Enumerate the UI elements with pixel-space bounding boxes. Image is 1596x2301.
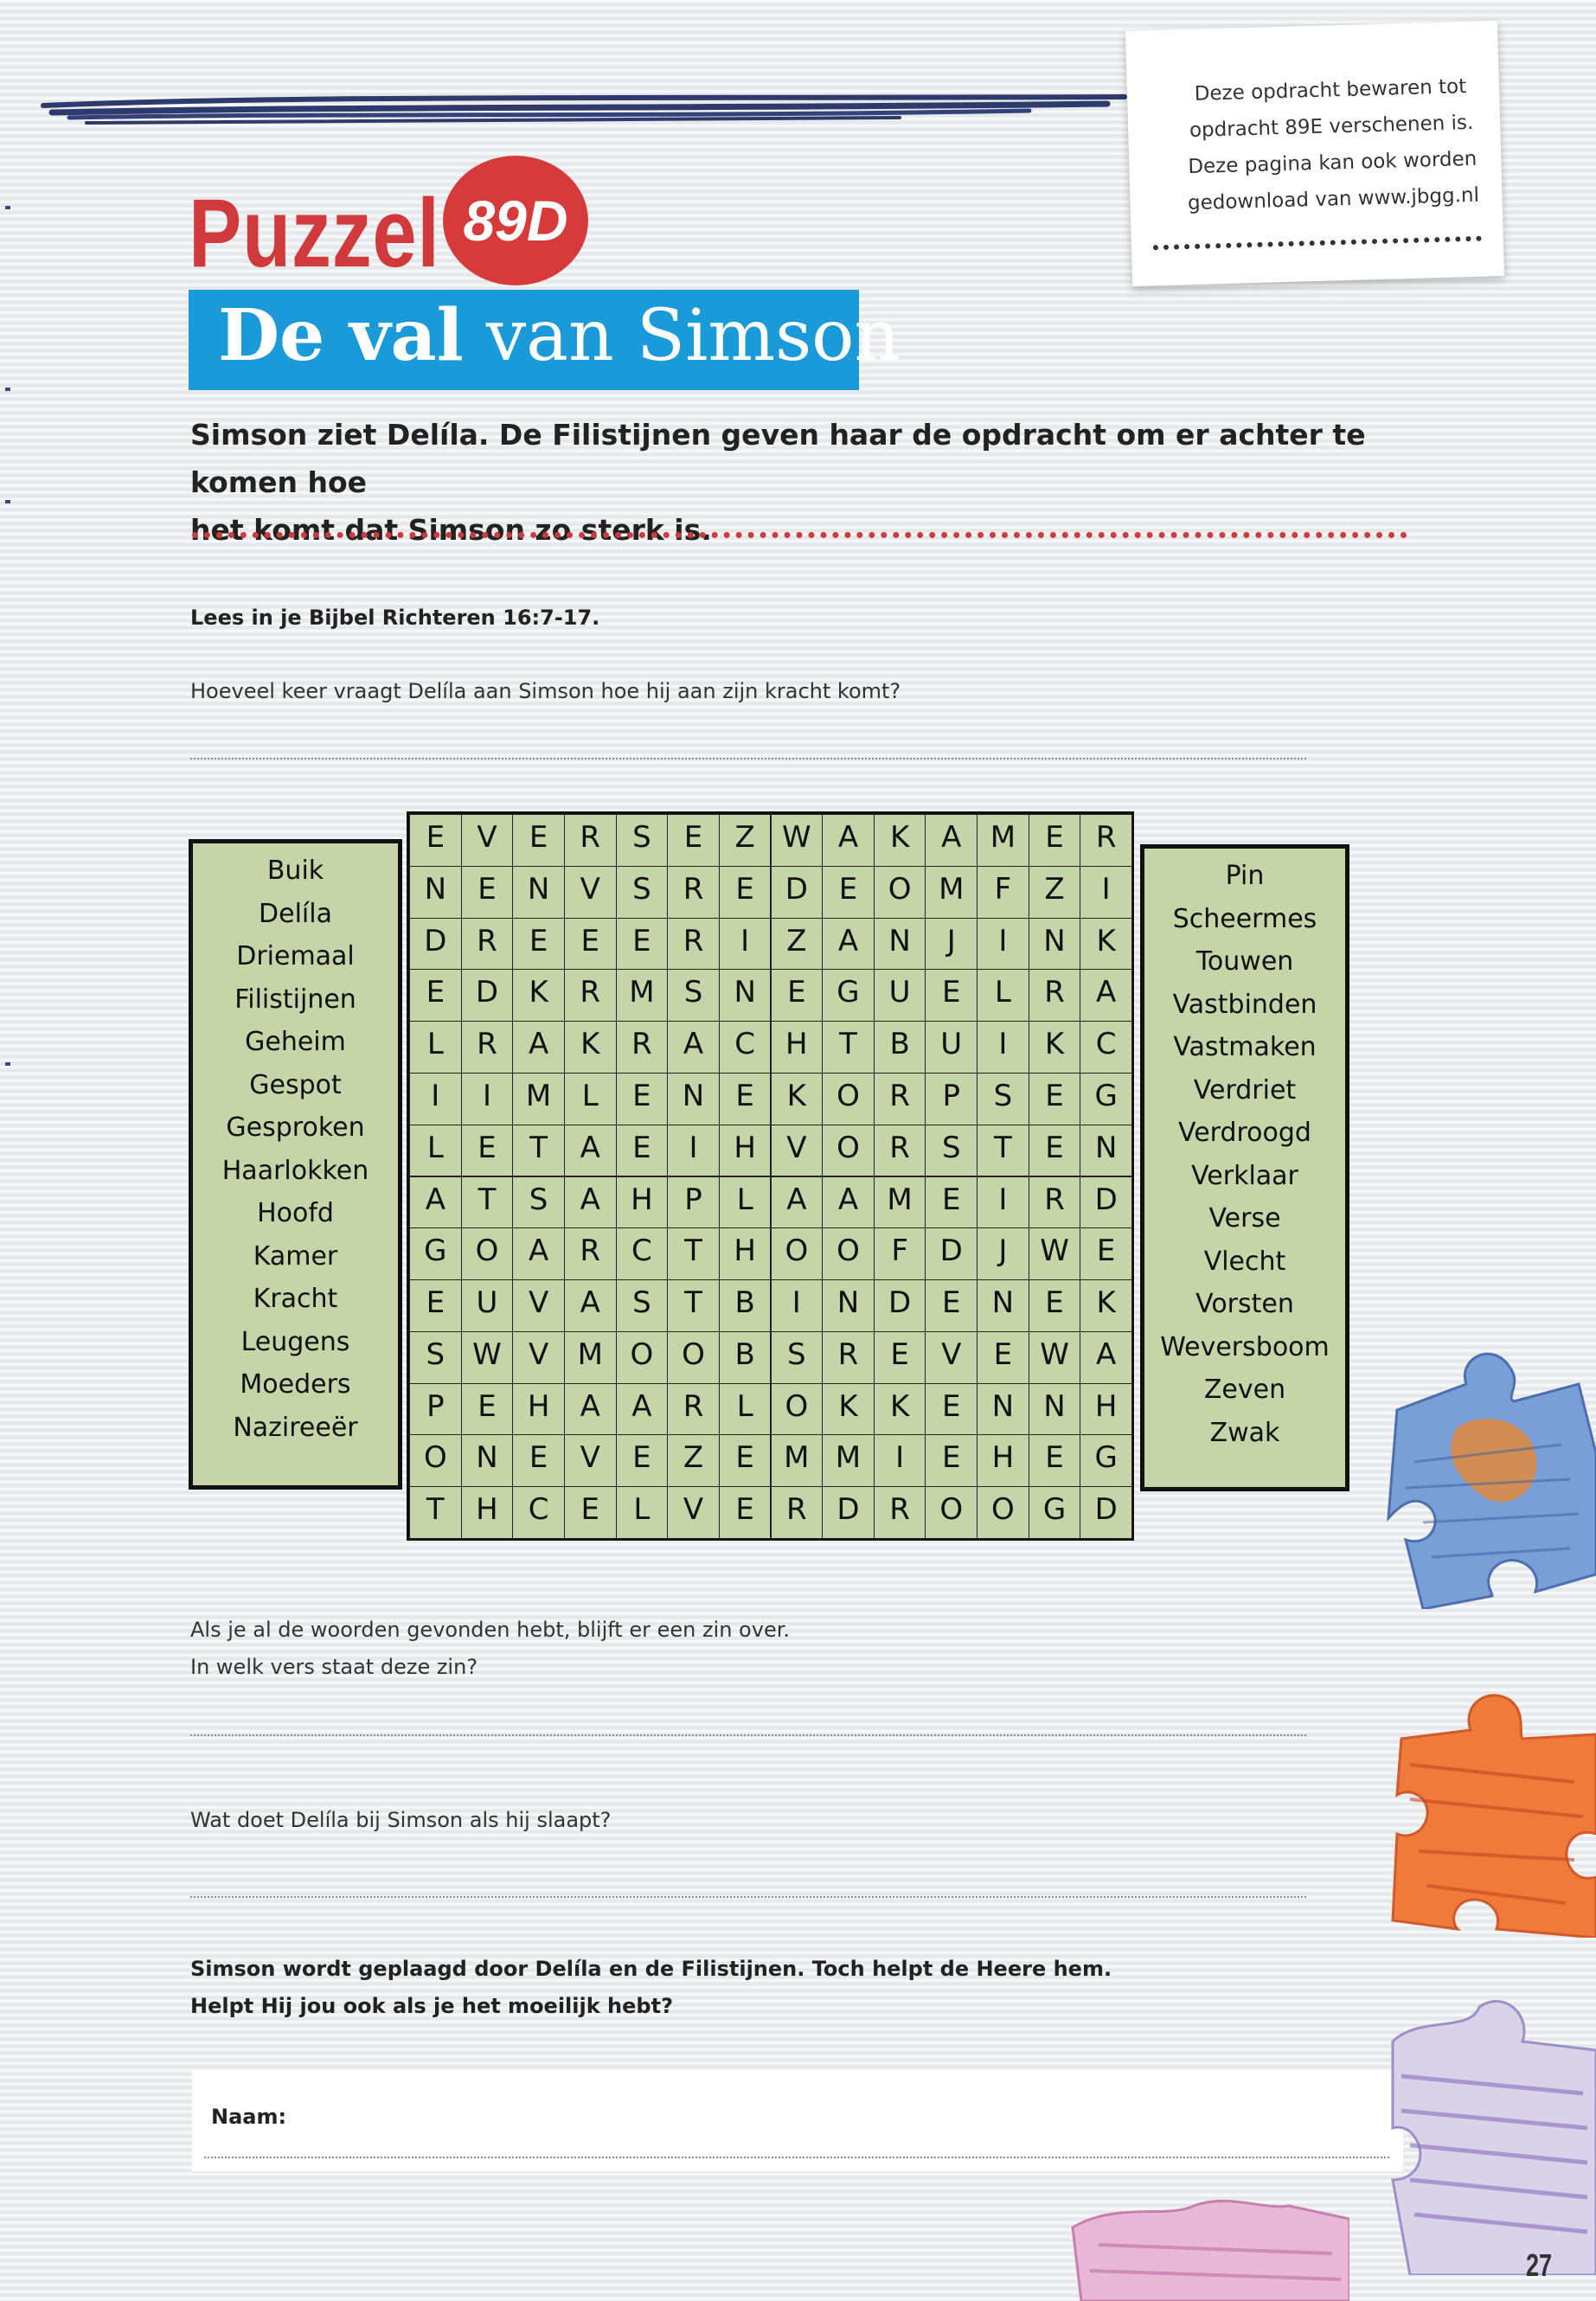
grid-cell[interactable]: O: [667, 1331, 720, 1384]
grid-cell[interactable]: V: [771, 1125, 824, 1177]
grid-cell[interactable]: T: [667, 1227, 720, 1280]
grid-cell[interactable]: A: [822, 814, 875, 867]
grid-cell[interactable]: I: [461, 1073, 514, 1125]
grid-cell[interactable]: T: [822, 1021, 875, 1074]
grid-cell[interactable]: E: [1080, 1227, 1132, 1280]
grid-cell[interactable]: K: [564, 1021, 617, 1074]
grid-cell[interactable]: V: [512, 1331, 565, 1384]
grid-cell[interactable]: E: [771, 969, 824, 1022]
margin-mark: [5, 388, 10, 391]
grid-cell[interactable]: E: [925, 969, 977, 1022]
grid-cell[interactable]: R: [667, 918, 720, 971]
grid-cell[interactable]: A: [512, 1021, 565, 1074]
word-list-item: Verklaar: [1191, 1160, 1298, 1191]
word-list-item: Driemaal: [236, 941, 355, 971]
grid-cell[interactable]: E: [925, 1383, 977, 1436]
margin-mark: [5, 500, 10, 503]
grid-cell[interactable]: A: [1080, 1331, 1132, 1384]
grid-cell[interactable]: L: [409, 1021, 462, 1074]
note-line: opdracht 89E verschenen is.: [1189, 111, 1474, 143]
grid-cell[interactable]: O: [977, 1486, 1029, 1539]
grid-cell[interactable]: V: [564, 1434, 617, 1487]
grid-cell[interactable]: B: [719, 1279, 772, 1332]
grid-cell[interactable]: E: [719, 866, 772, 919]
margin-mark: [5, 1062, 10, 1066]
word-list-item: Kamer: [253, 1240, 338, 1272]
grid-cell[interactable]: S: [667, 969, 720, 1022]
grid-cell[interactable]: H: [719, 1227, 772, 1280]
grid-cell[interactable]: U: [925, 1021, 977, 1074]
grid-cell[interactable]: E: [616, 1073, 669, 1125]
word-list-right: [1140, 844, 1349, 1491]
grid-cell[interactable]: A: [667, 1021, 720, 1074]
grid-cell[interactable]: V: [512, 1279, 565, 1332]
word-list-item: Pin: [1225, 861, 1265, 891]
grid-cell[interactable]: V: [564, 866, 617, 919]
grid-cell[interactable]: I: [1080, 866, 1132, 919]
grid-cell[interactable]: B: [719, 1331, 772, 1384]
grid-cell[interactable]: E: [977, 1331, 1029, 1384]
word-list-item: Haarlokken: [221, 1155, 369, 1186]
grid-cell[interactable]: I: [409, 1073, 462, 1125]
grid-cell[interactable]: A: [512, 1227, 565, 1280]
grid-cell[interactable]: O: [822, 1227, 875, 1280]
grid-cell[interactable]: R: [874, 1486, 926, 1539]
grid-cell[interactable]: D: [461, 969, 514, 1022]
word-list-item: Vastbinden: [1172, 989, 1317, 1020]
grid-cell[interactable]: C: [512, 1486, 565, 1539]
question-2-line-1: Als je al de woorden gevonden hebt, blijft er een zin over.: [190, 1618, 790, 1642]
grid-cell[interactable]: S: [771, 1331, 824, 1384]
note-dotted-line: [1153, 236, 1482, 251]
question-1: Hoeveel keer vraagt Delíla aan Simson hoe hij aan zijn kracht komt?: [190, 679, 901, 703]
grid-cell[interactable]: E: [667, 814, 720, 867]
grid-cell[interactable]: L: [564, 1073, 617, 1125]
grid-cell[interactable]: L: [977, 969, 1029, 1022]
word-list-item: Kracht: [253, 1284, 338, 1314]
word-list-item: Geheim: [245, 1027, 346, 1057]
grid-cell[interactable]: U: [461, 1279, 514, 1332]
grid-cell[interactable]: A: [409, 1176, 462, 1229]
grid-cell[interactable]: E: [461, 1125, 514, 1177]
grid-cell[interactable]: A: [822, 918, 875, 971]
pink-puzzle-piece-icon: [1064, 2193, 1349, 2301]
grid-cell[interactable]: E: [616, 1434, 669, 1487]
grid-cell[interactable]: R: [771, 1486, 824, 1539]
grid-cell[interactable]: V: [925, 1331, 977, 1384]
grid-cell[interactable]: M: [512, 1073, 565, 1125]
word-list-item: Scheermes: [1172, 903, 1317, 934]
grid-cell[interactable]: E: [1029, 1434, 1081, 1487]
grid-cell[interactable]: E: [512, 814, 565, 867]
note-line: Deze pagina kan ook worden: [1188, 147, 1477, 179]
grid-cell[interactable]: K: [1080, 918, 1132, 971]
grid-cell[interactable]: M: [771, 1434, 824, 1487]
grid-cell[interactable]: O: [409, 1434, 462, 1487]
grid-cell[interactable]: E: [925, 1279, 977, 1332]
grid-cell[interactable]: A: [616, 1383, 669, 1436]
grid-cell[interactable]: K: [874, 1383, 926, 1436]
grid-cell[interactable]: H: [616, 1176, 669, 1229]
grid-cell[interactable]: E: [719, 1073, 772, 1125]
grid-cell[interactable]: I: [977, 1021, 1029, 1074]
grid-cell[interactable]: E: [409, 969, 462, 1022]
grid-cell[interactable]: N: [977, 1383, 1029, 1436]
name-label: Naam:: [211, 2105, 287, 2129]
grid-cell[interactable]: A: [564, 1176, 617, 1229]
grid-cell[interactable]: O: [822, 1125, 875, 1177]
word-list-item: Touwen: [1195, 946, 1294, 977]
grid-cell[interactable]: R: [822, 1331, 875, 1384]
grid-cell[interactable]: H: [512, 1383, 565, 1436]
grid-cell[interactable]: P: [925, 1073, 977, 1125]
word-list-item: Weversboom: [1160, 1331, 1330, 1362]
grid-cell[interactable]: T: [409, 1486, 462, 1539]
grid-cell[interactable]: P: [667, 1176, 720, 1229]
grid-cell[interactable]: W: [1029, 1331, 1081, 1384]
grid-cell[interactable]: D: [1080, 1486, 1132, 1539]
grid-cell[interactable]: T: [461, 1176, 514, 1229]
grid-cell[interactable]: Z: [719, 814, 772, 867]
scribble-stroke: [35, 87, 1133, 138]
grid-cell[interactable]: O: [822, 1073, 875, 1125]
name-dotted-line: [204, 2157, 1389, 2158]
grid-cell[interactable]: N: [512, 866, 565, 919]
purple-puzzle-piece-icon: [1375, 1990, 1596, 2275]
grid-cell[interactable]: D: [925, 1227, 977, 1280]
grid-cell[interactable]: R: [461, 918, 514, 971]
subtitle-rest: van Simson: [463, 295, 901, 377]
grid-cell[interactable]: D: [409, 918, 462, 971]
grid-cell[interactable]: E: [564, 918, 617, 971]
grid-cell[interactable]: E: [409, 814, 462, 867]
grid-cell[interactable]: V: [667, 1486, 720, 1539]
word-list-item: Leugens: [240, 1326, 350, 1357]
grid-cell[interactable]: E: [512, 1434, 565, 1487]
grid-cell[interactable]: R: [667, 866, 720, 919]
word-list-item: Zwak: [1209, 1417, 1280, 1448]
grid-cell[interactable]: C: [1080, 1021, 1132, 1074]
grid-cell[interactable]: K: [874, 814, 926, 867]
grid-cell[interactable]: L: [719, 1383, 772, 1436]
puzzle-number-badge: 89D: [443, 156, 588, 285]
grid-cell[interactable]: H: [1080, 1383, 1132, 1436]
grid-cell[interactable]: N: [1029, 1383, 1081, 1436]
subtitle-bold: De val: [218, 294, 464, 377]
grid-cell[interactable]: R: [564, 814, 617, 867]
grid-cell[interactable]: R: [667, 1383, 720, 1436]
grid-cell[interactable]: R: [564, 1227, 617, 1280]
name-box[interactable]: [192, 2070, 1403, 2171]
red-dotted-divider: [192, 532, 1407, 538]
grid-cell[interactable]: Z: [667, 1434, 720, 1487]
grid-cell[interactable]: A: [1080, 969, 1132, 1022]
grid-cell[interactable]: D: [771, 866, 824, 919]
grid-cell[interactable]: I: [977, 918, 1029, 971]
grid-cell[interactable]: K: [1029, 1021, 1081, 1074]
grid-cell[interactable]: M: [874, 1176, 926, 1229]
grid-cell[interactable]: E: [822, 866, 875, 919]
grid-cell[interactable]: O: [461, 1227, 514, 1280]
grid-cell[interactable]: M: [977, 814, 1029, 867]
grid-cell[interactable]: O: [616, 1331, 669, 1384]
question-2-line-2: In welk vers staat deze zin?: [190, 1655, 478, 1679]
grid-cell[interactable]: T: [667, 1279, 720, 1332]
grid-cell[interactable]: S: [977, 1073, 1029, 1125]
grid-cell[interactable]: O: [925, 1486, 977, 1539]
grid-cell[interactable]: N: [1029, 918, 1081, 971]
grid-cell[interactable]: Z: [771, 918, 824, 971]
grid-cell[interactable]: T: [977, 1125, 1029, 1177]
grid-cell[interactable]: J: [925, 918, 977, 971]
grid-cell[interactable]: R: [1029, 969, 1081, 1022]
grid-cell[interactable]: K: [512, 969, 565, 1022]
word-list-item: Verdroogd: [1178, 1118, 1311, 1148]
grid-cell[interactable]: C: [719, 1021, 772, 1074]
answer-line-1[interactable]: [190, 758, 1306, 760]
grid-cell[interactable]: W: [771, 814, 824, 867]
grid-cell[interactable]: E: [719, 1486, 772, 1539]
grid-cell[interactable]: O: [771, 1383, 824, 1436]
grid-cell[interactable]: G: [1080, 1434, 1132, 1487]
grid-cell[interactable]: C: [616, 1227, 669, 1280]
word-list-item: Delíla: [259, 898, 332, 929]
word-list-item: Moeders: [240, 1369, 351, 1400]
note-line: Deze opdracht bewaren tot: [1194, 75, 1467, 106]
intro-line: het komt dat Simson zo sterk is.: [190, 513, 712, 547]
grid-cell[interactable]: I: [771, 1279, 824, 1332]
grid-cell[interactable]: N: [409, 866, 462, 919]
answer-line-2[interactable]: [190, 1734, 1306, 1736]
grid-cell[interactable]: R: [1029, 1176, 1081, 1229]
grid-cell[interactable]: E: [616, 1125, 669, 1177]
grid-cell[interactable]: E: [925, 1176, 977, 1229]
grid-cell[interactable]: N: [1080, 1125, 1132, 1177]
word-list-item: Filistijnen: [234, 984, 356, 1015]
grid-cell[interactable]: S: [925, 1125, 977, 1177]
word-list-left: [189, 839, 402, 1490]
grid-cell[interactable]: E: [1029, 1279, 1081, 1332]
note-line: gedownload van www.jbgg.nl: [1187, 183, 1480, 215]
grid-cell[interactable]: E: [1029, 1073, 1081, 1125]
grid-cell[interactable]: W: [1029, 1227, 1081, 1280]
orange-puzzle-piece-icon: [1375, 1687, 1596, 1938]
word-search-grid: [407, 811, 1134, 1541]
grid-cell[interactable]: D: [822, 1486, 875, 1539]
grid-cell[interactable]: G: [822, 969, 875, 1022]
grid-cell[interactable]: S: [616, 1279, 669, 1332]
grid-cell[interactable]: L: [409, 1125, 462, 1177]
grid-cell[interactable]: E: [461, 866, 514, 919]
word-list-item: Verse: [1208, 1203, 1281, 1234]
grid-cell[interactable]: M: [822, 1434, 875, 1487]
closing-line-1: Simson wordt geplaagd door Delíla en de Filistijnen. Toch helpt de Heere hem.: [190, 1957, 1112, 1981]
question-3: Wat doet Delíla bij Simson als hij slaapt?: [190, 1808, 612, 1832]
grid-cell[interactable]: I: [719, 918, 772, 971]
grid-cell[interactable]: L: [719, 1176, 772, 1229]
grid-cell[interactable]: M: [564, 1331, 617, 1384]
grid-cell[interactable]: U: [874, 969, 926, 1022]
grid-cell[interactable]: G: [1029, 1486, 1081, 1539]
blue-puzzle-piece-icon: [1362, 1332, 1596, 1609]
grid-cell[interactable]: H: [977, 1434, 1029, 1487]
grid-cell[interactable]: B: [874, 1021, 926, 1074]
word-list-item: Nazireeër: [233, 1412, 358, 1443]
grid-cell[interactable]: E: [925, 1434, 977, 1487]
grid-cell[interactable]: E: [719, 1434, 772, 1487]
grid-cell[interactable]: D: [1080, 1176, 1132, 1229]
grid-cell[interactable]: L: [616, 1486, 669, 1539]
grid-cell[interactable]: E: [1029, 814, 1081, 867]
word-list-item: Vorsten: [1195, 1289, 1294, 1319]
grid-cell[interactable]: W: [461, 1331, 514, 1384]
grid-cell[interactable]: R: [874, 1073, 926, 1125]
grid-cell[interactable]: N: [461, 1434, 514, 1487]
grid-cell[interactable]: E: [461, 1383, 514, 1436]
word-list-item: Vastmaken: [1173, 1032, 1317, 1062]
grid-cell[interactable]: A: [925, 814, 977, 867]
word-list-item: Vlecht: [1203, 1246, 1286, 1277]
grid-cell[interactable]: I: [977, 1176, 1029, 1229]
note-card: [1125, 21, 1504, 286]
grid-cell[interactable]: S: [616, 814, 669, 867]
grid-cell[interactable]: R: [461, 1021, 514, 1074]
grid-cell[interactable]: S: [512, 1176, 565, 1229]
grid-cell[interactable]: K: [1080, 1279, 1132, 1332]
grid-cell[interactable]: A: [822, 1176, 875, 1229]
intro-line: Simson ziet Delíla. De Filistijnen geven haar de opdracht om er achter te komen hoe: [190, 418, 1366, 499]
grid-cell[interactable]: O: [771, 1227, 824, 1280]
grid-cell[interactable]: M: [925, 866, 977, 919]
grid-cell[interactable]: N: [719, 969, 772, 1022]
read-instruction: Lees in je Bijbel Richteren 16:7-17.: [190, 606, 600, 630]
grid-cell[interactable]: A: [771, 1176, 824, 1229]
grid-cell[interactable]: A: [564, 1125, 617, 1177]
grid-cell[interactable]: K: [771, 1073, 824, 1125]
grid-cell[interactable]: I: [874, 1434, 926, 1487]
grid-cell[interactable]: E: [874, 1331, 926, 1384]
grid-cell[interactable]: A: [564, 1383, 617, 1436]
grid-cell[interactable]: O: [874, 866, 926, 919]
grid-cell[interactable]: N: [822, 1279, 875, 1332]
grid-cell[interactable]: I: [667, 1125, 720, 1177]
grid-cell[interactable]: K: [822, 1383, 875, 1436]
grid-cell[interactable]: S: [616, 866, 669, 919]
grid-cell[interactable]: N: [874, 918, 926, 971]
grid-cell[interactable]: E: [564, 1486, 617, 1539]
grid-cell[interactable]: G: [409, 1227, 462, 1280]
grid-cell[interactable]: E: [512, 918, 565, 971]
word-list-item: Verdriet: [1193, 1074, 1297, 1106]
word-list-item: Gespot: [249, 1069, 342, 1100]
grid-cell[interactable]: T: [512, 1125, 565, 1177]
word-list-item: Hoofd: [257, 1198, 334, 1228]
page-title: Puzzel: [189, 179, 440, 287]
grid-cell[interactable]: N: [667, 1073, 720, 1125]
subtitle: [218, 294, 900, 377]
grid-cell[interactable]: Z: [1029, 866, 1081, 919]
grid-cell[interactable]: J: [977, 1227, 1029, 1280]
word-list-item: Gesproken: [226, 1112, 365, 1143]
grid-cell[interactable]: E: [409, 1279, 462, 1332]
grid-cell[interactable]: A: [564, 1279, 617, 1332]
grid-cell[interactable]: R: [616, 1021, 669, 1074]
grid-cell[interactable]: E: [1029, 1125, 1081, 1177]
grid-cell[interactable]: R: [874, 1125, 926, 1177]
word-list-item: Buik: [266, 856, 324, 886]
grid-cell[interactable]: D: [874, 1279, 926, 1332]
page-number: 27: [1526, 2247, 1553, 2283]
grid-cell[interactable]: P: [409, 1383, 462, 1436]
grid-cell[interactable]: H: [461, 1486, 514, 1539]
grid-cell[interactable]: G: [1080, 1073, 1132, 1125]
grid-cell[interactable]: V: [461, 814, 514, 867]
grid-cell[interactable]: S: [409, 1331, 462, 1384]
margin-mark: [5, 206, 10, 209]
word-list-item: Zeven: [1203, 1375, 1286, 1405]
grid-cell[interactable]: E: [616, 918, 669, 971]
answer-line-3[interactable]: [190, 1896, 1306, 1898]
grid-cell[interactable]: M: [616, 969, 669, 1022]
grid-cell[interactable]: R: [564, 969, 617, 1022]
grid-cell[interactable]: H: [719, 1125, 772, 1177]
grid-cell[interactable]: F: [874, 1227, 926, 1280]
grid-cell[interactable]: H: [771, 1021, 824, 1074]
grid-cell[interactable]: R: [1080, 814, 1132, 867]
closing-line-2: Helpt Hij jou ook als je het moeilijk hebt?: [190, 1994, 673, 2018]
grid-cell[interactable]: N: [977, 1279, 1029, 1332]
grid-cell[interactable]: F: [977, 866, 1029, 919]
